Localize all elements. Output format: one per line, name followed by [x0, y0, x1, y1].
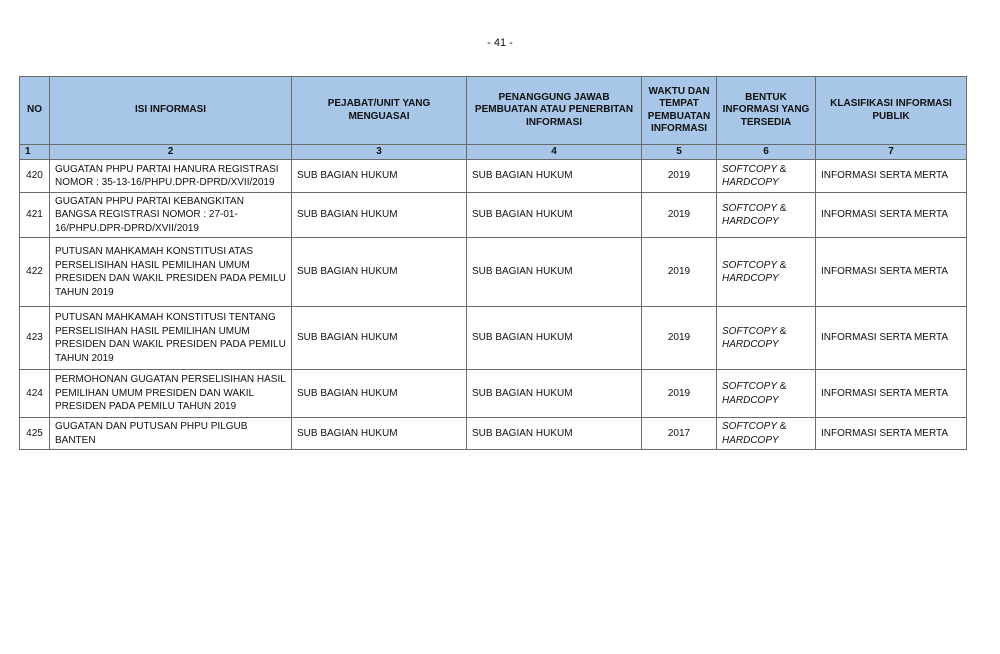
- row-bentuk: SOFTCOPY & HARDCOPY: [717, 307, 816, 370]
- row-waktu: 2019: [642, 370, 717, 418]
- row-pejabat: SUB BAGIAN HUKUM: [292, 160, 467, 193]
- page-number: - 41 -: [487, 37, 513, 49]
- row-waktu: 2019: [642, 307, 717, 370]
- column-number-4: 4: [467, 145, 642, 160]
- table-row: [20, 307, 967, 370]
- row-pejabat: SUB BAGIAN HUKUM: [292, 307, 467, 370]
- row-penanggung-jawab: SUB BAGIAN HUKUM: [467, 193, 642, 238]
- row-no: 425: [20, 418, 50, 450]
- hardcopy-label: HARDCOPY: [722, 434, 779, 446]
- row-bentuk: SOFTCOPY & HARDCOPY: [717, 160, 816, 193]
- header-klasifikasi: KLASIFIKASI INFORMASI PUBLIK: [816, 77, 967, 145]
- row-isi-informasi: PERMOHONAN GUGATAN PERSELISIHAN HASIL PEMILIHAN UMUM PRESIDEN DAN WAKIL PRESIDEN PADA PEMILU TAHUN 2019: [50, 370, 292, 418]
- row-bentuk: SOFTCOPY & HARDCOPY: [717, 193, 816, 238]
- row-bentuk: SOFTCOPY & HARDCOPY: [717, 370, 816, 418]
- column-number-7: 7: [816, 145, 967, 160]
- row-pejabat: SUB BAGIAN HUKUM: [292, 238, 467, 307]
- row-klasifikasi: INFORMASI SERTA MERTA: [816, 418, 967, 450]
- column-number-5: 5: [642, 145, 717, 160]
- row-isi-informasi: GUGATAN DAN PUTUSAN PHPU PILGUB BANTEN: [50, 418, 292, 450]
- header-no: NO: [20, 77, 50, 145]
- softcopy-label: SOFTCOPY: [722, 163, 778, 175]
- row-penanggung-jawab: SUB BAGIAN HUKUM: [467, 238, 642, 307]
- hardcopy-label: HARDCOPY: [722, 216, 779, 227]
- row-waktu: 2017: [642, 418, 717, 450]
- hardcopy-label: HARDCOPY: [722, 339, 779, 350]
- hardcopy-label: HARDCOPY: [722, 273, 779, 284]
- row-klasifikasi: INFORMASI SERTA MERTA: [816, 307, 967, 370]
- row-klasifikasi: INFORMASI SERTA MERTA: [816, 160, 967, 193]
- softcopy-label: SOFTCOPY: [722, 325, 778, 337]
- row-no: 424: [20, 370, 50, 418]
- row-klasifikasi: INFORMASI SERTA MERTA: [816, 193, 967, 238]
- table-row: [20, 238, 967, 307]
- row-bentuk: SOFTCOPY & HARDCOPY: [717, 238, 816, 307]
- row-isi-informasi: PUTUSAN MAHKAMAH KONSTITUSI TENTANG PERSELISIHAN HASIL PEMILIHAN UMUM PRESIDEN DAN WAKIL PRESIDEN PADA PEMILU TAHUN 2019: [50, 307, 292, 370]
- row-no: 421: [20, 193, 50, 238]
- header-waktu-tempat: WAKTU DAN TEMPAT PEMBUATAN INFORMASI: [642, 77, 717, 145]
- row-penanggung-jawab: SUB BAGIAN HUKUM: [467, 418, 642, 450]
- hardcopy-label: HARDCOPY: [722, 177, 779, 188]
- table-row: [20, 193, 967, 238]
- row-penanggung-jawab: SUB BAGIAN HUKUM: [467, 160, 642, 193]
- header-penanggung-jawab: PENANGGUNG JAWAB PEMBUATAN ATAU PENERBITAN INFORMASI: [467, 77, 642, 145]
- row-penanggung-jawab: SUB BAGIAN HUKUM: [467, 370, 642, 418]
- row-no: 420: [20, 160, 50, 193]
- softcopy-label: SOFTCOPY: [722, 202, 778, 214]
- column-number-2: 2: [50, 145, 292, 160]
- table-row: [20, 160, 967, 193]
- table-row: [20, 418, 967, 450]
- row-pejabat: SUB BAGIAN HUKUM: [292, 370, 467, 418]
- information-table: [19, 76, 967, 450]
- softcopy-label: SOFTCOPY: [722, 259, 778, 271]
- header-bentuk-informasi: BENTUK INFORMASI YANG TERSEDIA: [717, 77, 816, 145]
- table-row: [20, 370, 967, 418]
- table-header: [20, 77, 967, 160]
- row-waktu: 2019: [642, 238, 717, 307]
- row-waktu: 2019: [642, 160, 717, 193]
- hardcopy-label: HARDCOPY: [722, 394, 779, 406]
- row-pejabat: SUB BAGIAN HUKUM: [292, 418, 467, 450]
- row-pejabat: SUB BAGIAN HUKUM: [292, 193, 467, 238]
- column-number-3: 3: [292, 145, 467, 160]
- row-bentuk: SOFTCOPY & HARDCOPY: [717, 418, 816, 450]
- softcopy-label: SOFTCOPY: [722, 421, 778, 432]
- column-number-6: 6: [717, 145, 816, 160]
- row-isi-informasi: GUGATAN PHPU PARTAI KEBANGKITAN BANGSA REGISTRASI NOMOR : 27-01-16/PHPU.DPR-DPRD/XVII/2019: [50, 193, 292, 238]
- softcopy-label: SOFTCOPY: [722, 381, 778, 392]
- row-isi-informasi: GUGATAN PHPU PARTAI HANURA REGISTRASI NOMOR : 35-13-16/PHPU.DPR-DPRD/XVII/2019: [50, 160, 292, 193]
- header-pejabat-unit: PEJABAT/UNIT YANG MENGUASAI: [292, 77, 467, 145]
- row-klasifikasi: INFORMASI SERTA MERTA: [816, 238, 967, 307]
- row-no: 423: [20, 307, 50, 370]
- row-no: 422: [20, 238, 50, 307]
- column-number-1: 1: [20, 145, 50, 160]
- row-waktu: 2019: [642, 193, 717, 238]
- row-isi-informasi: PUTUSAN MAHKAMAH KONSTITUSI ATAS PERSELISIHAN HASIL PEMILIHAN UMUM PRESIDEN DAN WAKIL PRESIDEN PADA PEMILU TAHUN 2019: [50, 238, 292, 307]
- row-penanggung-jawab: SUB BAGIAN HUKUM: [467, 307, 642, 370]
- row-klasifikasi: INFORMASI SERTA MERTA: [816, 370, 967, 418]
- header-isi-informasi: ISI INFORMASI: [50, 77, 292, 145]
